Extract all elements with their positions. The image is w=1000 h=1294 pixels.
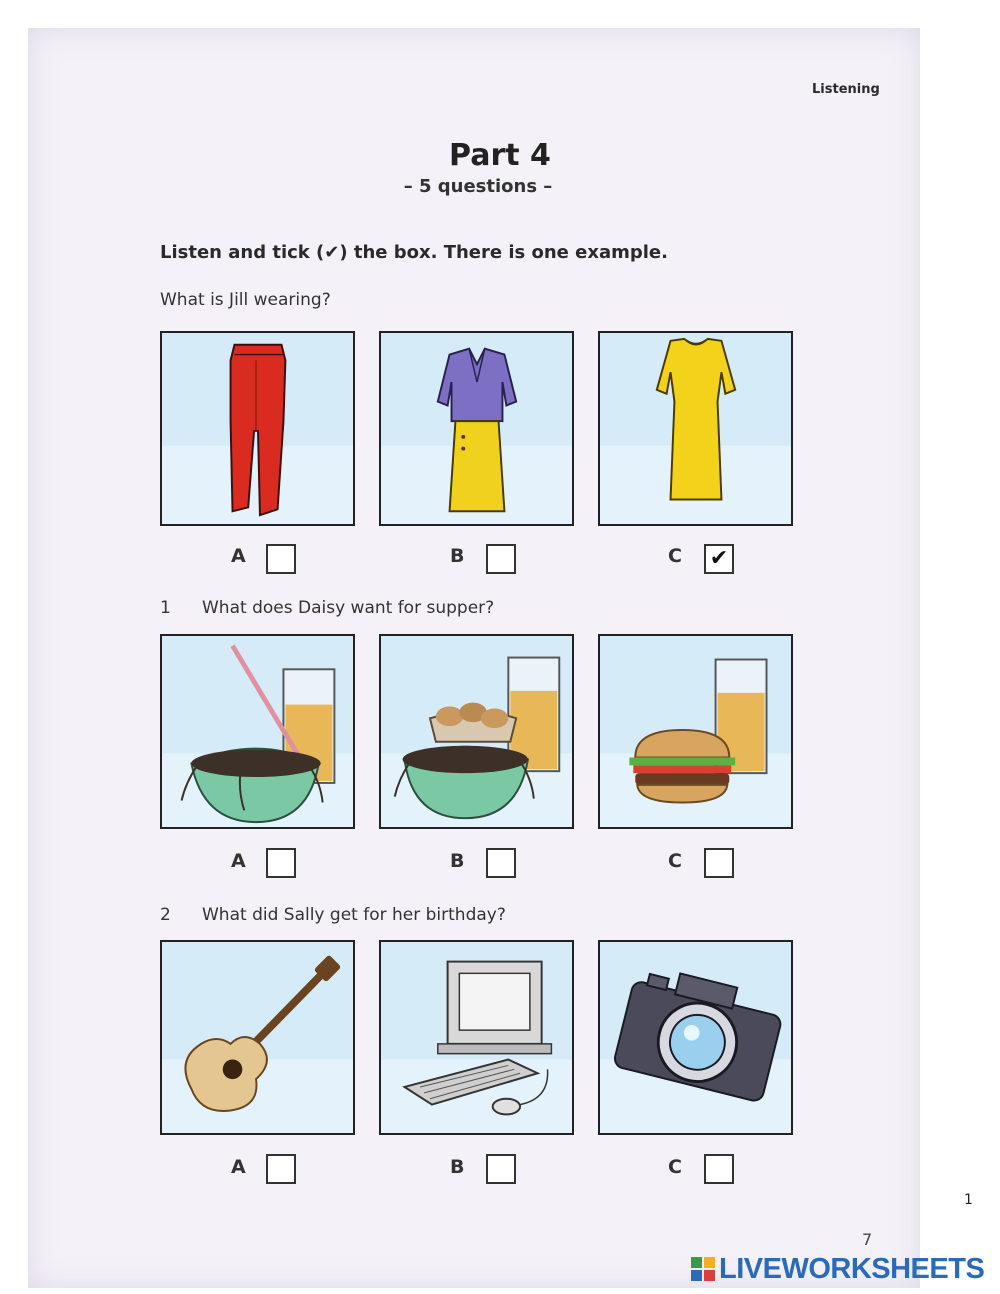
option-letter: A bbox=[231, 545, 246, 567]
picture-computer bbox=[379, 940, 574, 1135]
question-text: What is Jill wearing? bbox=[160, 290, 331, 310]
tick-box-a[interactable] bbox=[266, 1154, 296, 1184]
page-title: Part 4 bbox=[449, 138, 551, 173]
tick-box-b[interactable] bbox=[486, 544, 516, 574]
question-number: 1 bbox=[160, 598, 171, 618]
page-number: 7 bbox=[862, 1230, 873, 1249]
option-letter: C bbox=[668, 1156, 682, 1178]
page-subtitle: – 5 questions – bbox=[403, 176, 553, 197]
worksheet-page-indicator: 1 bbox=[964, 1192, 973, 1208]
picture-spaghetti-bread-and-juice bbox=[379, 634, 574, 829]
picture-jacket-and-skirt bbox=[379, 331, 574, 526]
picture-spaghetti-and-juice bbox=[160, 634, 355, 829]
question-text: What does Daisy want for supper? bbox=[202, 598, 495, 618]
question-number: 2 bbox=[160, 905, 171, 925]
tick-box-a[interactable] bbox=[266, 544, 296, 574]
picture-yellow-dress bbox=[598, 331, 793, 526]
tick-box-b[interactable] bbox=[486, 848, 516, 878]
option-letter: B bbox=[450, 850, 465, 872]
picture-guitar bbox=[160, 940, 355, 1135]
instruction-text: Listen and tick (✔) the box. There is one example. bbox=[160, 242, 668, 263]
tick-box-b[interactable] bbox=[486, 1154, 516, 1184]
question-text: What did Sally get for her birthday? bbox=[202, 905, 506, 925]
option-letter: A bbox=[231, 850, 246, 872]
example-question bbox=[160, 290, 331, 310]
brand-name: LIVEWORKSHEETS bbox=[719, 1252, 985, 1285]
option-letter: B bbox=[450, 545, 465, 567]
question-1 bbox=[160, 598, 494, 618]
picture-red-trousers bbox=[160, 331, 355, 526]
picture-burger-and-juice bbox=[598, 634, 793, 829]
option-letter: C bbox=[668, 850, 682, 872]
liveworksheets-brand bbox=[690, 1252, 984, 1286]
option-letter: C bbox=[668, 545, 682, 567]
tick-box-c[interactable]: ✔ bbox=[704, 544, 734, 574]
liveworksheets-logo-icon bbox=[690, 1256, 716, 1282]
tick-box-c[interactable] bbox=[704, 848, 734, 878]
tick-box-c[interactable] bbox=[704, 1154, 734, 1184]
picture-camera bbox=[598, 940, 793, 1135]
tick-box-a[interactable] bbox=[266, 848, 296, 878]
section-label: Listening bbox=[812, 82, 880, 97]
option-letter: B bbox=[450, 1156, 465, 1178]
question-2 bbox=[160, 905, 506, 925]
option-letter: A bbox=[231, 1156, 246, 1178]
